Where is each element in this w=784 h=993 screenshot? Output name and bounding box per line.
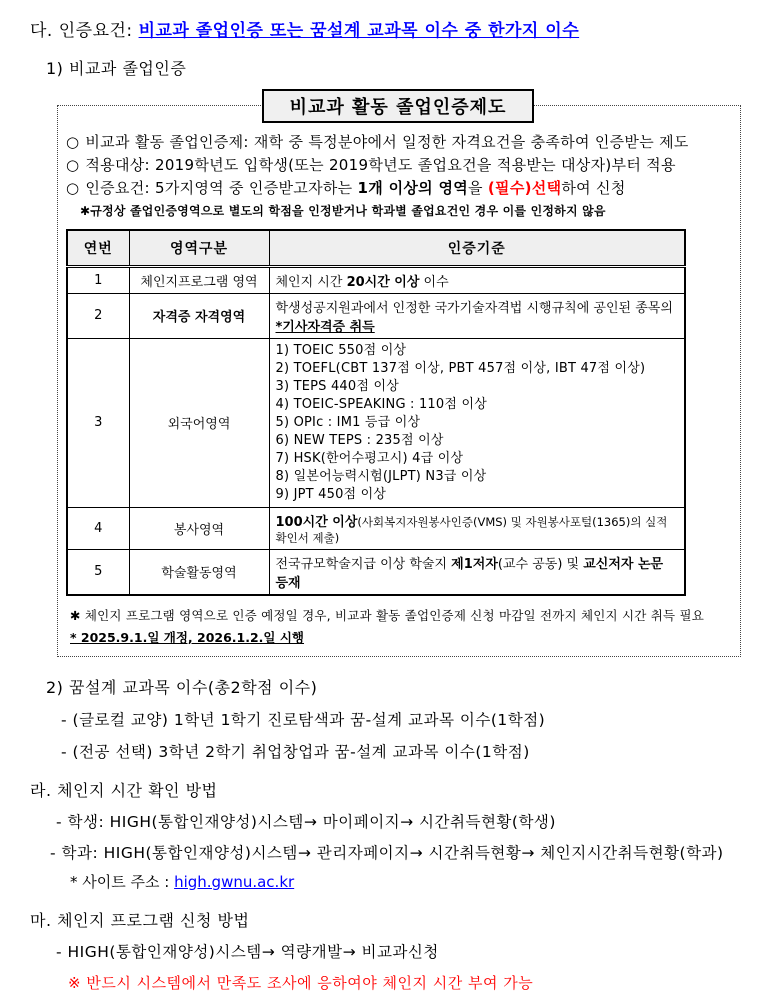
bullet-text: 을 bbox=[468, 179, 488, 197]
header-criteria: 인증기준 bbox=[269, 230, 685, 266]
criteria-line: 1) TOEIC 550점 이상 bbox=[275, 342, 407, 358]
section-heading bbox=[30, 16, 754, 41]
criteria-line: 4) TOEIC-SPEAKING : 110점 이상 bbox=[275, 396, 487, 412]
bullet-item-2 bbox=[66, 154, 730, 177]
criteria-line: 5) OPIc : IM1 등급 이상 bbox=[275, 414, 421, 430]
bullet-text-red: (필수)선택 bbox=[487, 179, 562, 197]
heading-emphasis: 비교과 졸업인증 또는 꿈설계 교과목 이수 중 한가지 이수 bbox=[138, 21, 580, 41]
row-category: 자격증 자격영역 bbox=[129, 293, 269, 338]
site-address-label: * 사이트 주소 : bbox=[70, 872, 175, 891]
circle-bullet-icon: ○ bbox=[66, 179, 80, 197]
bullet-text: 하여 신청 bbox=[561, 179, 626, 197]
row-no: 2 bbox=[67, 293, 129, 338]
row-category: 학술활동영역 bbox=[129, 549, 269, 595]
criteria-text: 학생성공지원과에서 인정한 국가기술자격법 시행규칙에 공인된 종목의 bbox=[275, 300, 673, 316]
table-row bbox=[67, 293, 685, 338]
criteria-text-bold: 교신저자 논문 등재 bbox=[275, 556, 664, 591]
bullet-list bbox=[66, 131, 730, 200]
bullet-text: 비교과 활동 졸업인증제: 재학 중 특정분야에서 일정한 자격요건을 충족하여 인증받는 제도 bbox=[85, 133, 689, 151]
table-footnote: ✱ 체인지 프로그램 영역으로 인증 예정일 경우, 비교과 활동 졸업인증제 신청 마감일 전까지 체인지 시간 취득 필요 bbox=[70, 607, 704, 623]
bullet-text: 인증요건: 5가지영역 중 인증받고자하는 bbox=[85, 179, 358, 197]
sub-heading-1: 1) 비교과 졸업인증 bbox=[46, 59, 187, 78]
row-no: 3 bbox=[67, 338, 129, 507]
apply-section-title: 마. 체인지 프로그램 신청 방법 bbox=[30, 910, 250, 930]
row-criteria bbox=[269, 293, 685, 338]
criteria-line: 7) HSK(한어수평고시) 4급 이상 bbox=[275, 450, 464, 466]
row-criteria bbox=[269, 549, 685, 595]
regulation-note: ✱규정상 졸업인증영역으로 별도의 학점을 인정받거나 학과별 졸업요건인 경우 이를 인정하지 않음 bbox=[80, 204, 606, 218]
bullet-item-1 bbox=[66, 131, 730, 154]
box-title: 비교과 활동 졸업인증제도 bbox=[262, 89, 535, 123]
check-item-student: - 학생: HIGH(통합인재양성)시스템→ 마이페이지→ 시간취득현황(학생) bbox=[56, 812, 556, 831]
circle-bullet-icon: ○ bbox=[66, 156, 80, 174]
row-category: 봉사영역 bbox=[129, 507, 269, 549]
criteria-text-bold: 100시간 이상 bbox=[275, 514, 358, 530]
criteria-line: 6) NEW TEPS : 235점 이상 bbox=[275, 432, 444, 448]
check-section-title: 라. 체인지 시간 확인 방법 bbox=[30, 780, 218, 800]
criteria-text-bold-underline: *기사자격증 취득 bbox=[275, 319, 375, 335]
table-header-row bbox=[67, 230, 685, 266]
criteria-text-bold: 제1저자 bbox=[451, 556, 498, 572]
certification-criteria-table bbox=[66, 229, 686, 596]
header-no: 연번 bbox=[67, 230, 129, 266]
table-row bbox=[67, 507, 685, 549]
row-no: 4 bbox=[67, 507, 129, 549]
criteria-line: 3) TEPS 440점 이상 bbox=[275, 378, 399, 394]
table-row bbox=[67, 266, 685, 293]
criteria-line: 2) TOEFL(CBT 137점 이상, PBT 457점 이상, IBT 47점 이상) bbox=[275, 360, 646, 376]
criteria-text: 체인지 시간 bbox=[275, 274, 347, 290]
row-criteria bbox=[269, 266, 685, 293]
site-url-link[interactable]: high.gwnu.ac.kr bbox=[174, 872, 295, 891]
criteria-text: 전국규모학술지급 이상 학술지 bbox=[275, 556, 452, 572]
row-criteria bbox=[269, 507, 685, 549]
dream-item-1: - (글로컬 교양) 1학년 1학기 진로탐색과 꿈-설계 교과목 이수(1학점) bbox=[61, 710, 546, 729]
row-category: 체인지프로그램 영역 bbox=[129, 266, 269, 293]
header-category: 영역구분 bbox=[129, 230, 269, 266]
satisfaction-survey-warning: ※ 반드시 시스템에서 만족도 조사에 응하여야 체인지 시간 부여 가능 bbox=[68, 973, 534, 992]
dream-item-2: - (전공 선택) 3학년 2학기 취업창업과 꿈-설계 교과목 이수(1학점) bbox=[61, 742, 530, 761]
bullet-text: 적용대상: 2019학년도 입학생(또는 2019학년도 졸업요건을 적용받는 대상자)부터 적용 bbox=[85, 156, 676, 174]
certification-info-box bbox=[57, 97, 741, 657]
row-criteria bbox=[269, 338, 685, 507]
bullet-item-3 bbox=[66, 177, 730, 200]
heading-prefix: 다. 인증요건: bbox=[30, 21, 139, 41]
criteria-text: 이수 bbox=[419, 274, 449, 290]
criteria-text: (사회복지자원봉사인증(VMS) 및 자원봉사포털(1365)의 실적확인서 제출) bbox=[275, 514, 668, 545]
table-row bbox=[67, 338, 685, 507]
criteria-text-bold: 20시간 이상 bbox=[346, 274, 420, 290]
check-item-department: - 학과: HIGH(통합인재양성)시스템→ 관리자페이지→ 시간취득현황→ 체인지시간취득현황(학과) bbox=[50, 843, 724, 862]
bullet-text-bold: 1개 이상의 영역 bbox=[357, 179, 469, 197]
table-row bbox=[67, 549, 685, 595]
revision-footnote: * 2025.9.1.일 개정, 2026.1.2.일 시행 bbox=[70, 629, 305, 645]
circle-bullet-icon: ○ bbox=[66, 133, 80, 151]
criteria-line: 9) JPT 450점 이상 bbox=[275, 486, 387, 502]
criteria-line: 8) 일본어능력시험(JLPT) N3급 이상 bbox=[275, 468, 487, 484]
criteria-text: (교수 공동) 및 bbox=[497, 556, 584, 572]
row-no: 5 bbox=[67, 549, 129, 595]
apply-item-path: - HIGH(통합인재양성)시스템→ 역량개발→ 비교과신청 bbox=[56, 942, 439, 961]
row-category: 외국어영역 bbox=[129, 338, 269, 507]
row-no: 1 bbox=[67, 266, 129, 293]
dream-section-title: 2) 꿈설계 교과목 이수(총2학점 이수) bbox=[46, 677, 318, 697]
